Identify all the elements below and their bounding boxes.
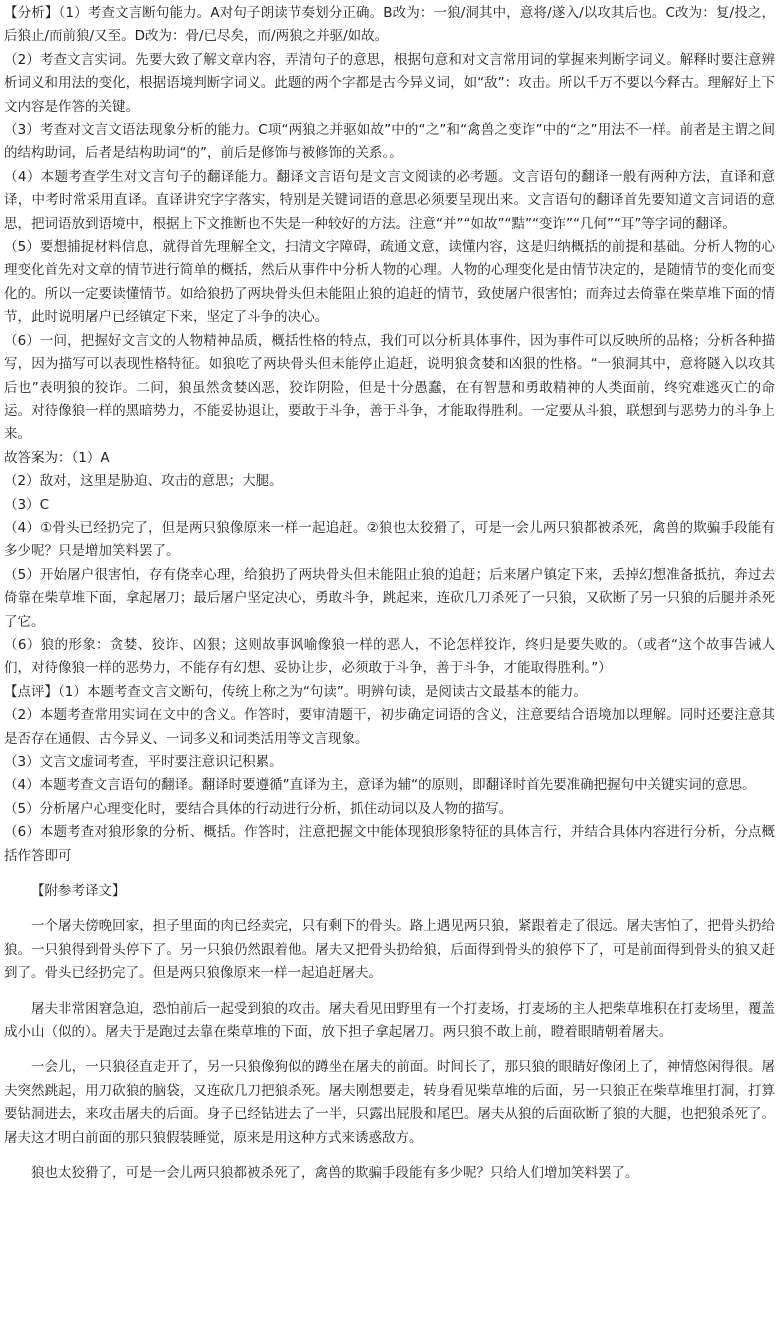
comment-paragraph: （2）本题考查常用实词在文中的含义。作答时，要审清题干，初步确定词语的含义，注意要结合语境加以理解。同时还要注意其是否存在通假、古今异义、一词多义和词类活用等文言现象。	[4, 707, 775, 747]
comment-paragraph: （6）本题考查对狼形象的分析、概括。作答时，注意把握文中能体现狼形象特征的具体言行，并结合具体内容进行分析，分点概括作答即可	[4, 824, 775, 864]
answer-line: （3）C	[4, 496, 50, 513]
analysis-paragraph: （2）考查文言实词。先要大致了解文章内容，弄清句子的意思，根据句意和对文言常用词的掌握来判断字词义。解释时要注意辨析词义和用法的变化，根据语境判断字词义。此题的两个字都是古今异义词，如“敌”：攻击。所以千万不要以今释古。理解好上下文内容是作答的关键。	[4, 51, 775, 115]
translation-paragraph: 屠夫非常困窘急迫，恐怕前后一起受到狼的攻击。屠夫看见田野里有一个打麦场，打麦场的主人把柴草堆积在打麦场里，覆盖成小山（似的）。屠夫于是跑过去靠在柴草堆的下面，放下担子拿起屠刀。两只狼不敢上前，瞪着眼睛朝着屠夫。	[4, 1000, 775, 1041]
answer-line: （6）狼的形象：贪婪、狡诈、凶狠；这则故事讽喻像狼一样的恶人，不论怎样狡诈，终归是要失败的。（或者“这个故事告诫人们，对待像狼一样的恶势力，不能存有幻想、妥协让步，必须敢于斗争，善于斗争，才能取得胜利。”）	[4, 636, 775, 677]
analysis-paragraph: （3）考查对文言文语法现象分析的能力。C项“两狼之并驱如故”中的“之”和“禽兽之变诈”中的“之”用法不一样。前者是主谓之间的结构助词，后者是结构助词“的”，前后是修饰与被修饰的关系。。	[4, 122, 775, 162]
translation-title: 【附参考译文】	[31, 883, 126, 900]
answer-line: （4）①骨头已经扔完了，但是两只狼像原来一样一起追赶。②狼也太狡猾了，可是一会儿两只狼都被杀死，禽兽的欺骗手段能有多少呢？只是增加笑料罢了。	[4, 519, 775, 560]
section-spacer	[4, 868, 775, 880]
analysis-paragraph: （4）本题考查学生对文言句子的翻译能力。翻译文言语句是文言文阅读的必考题。文言语句的翻译一般有两种方法，直译和意译，中考时常采用直译。直译讲究字字落实，特别是关键词语的意思必须要呈现出来。文言语句的翻译首先要知道文言词语的意思，把词语放到语境中，根据上下文推断也不失是一种较好的方法。注意“并”“如故”“黠”“变诈”“几何”“耳”等字词的翻译。	[4, 168, 775, 232]
analysis-paragraph: （5）要想捕捉材料信息，就得首先理解全文，扫清文字障碍，疏通文意，读懂内容，这是归纳概括的前提和基础。分析人物的心理变化首先对文章的情节进行简单的概括，然后从事件中分析人物的心理。人物的心理变化是由情节决定的，是随情节的变化而变化的。所以一定要读懂情节。如给狼扔了两块骨头但未能阻止狼的追赶的情节，致使屠户很害怕；而奔过去倚靠在柴草堆下面的情节，此时说明屠户已经镇定下来，坚定了斗争的决心。	[4, 239, 775, 326]
analysis-header-paragraph: 【分析】（1）考查文言断句能力。A对句子朗读节奏划分正确。B改为：一狼/洞其中，意将/遂入/以攻其后也。C改为：复/投之，后狼止/而前狼/又至。D改为：骨/已尽矣，而/两狼之并驱/如故。	[4, 5, 775, 45]
translation-paragraph: 一个屠夫傍晚回家，担子里面的肉已经卖完，只有剩下的骨头。路上遇见两只狼，紧跟着走了很远。屠夫害怕了，把骨头扔给狼。一只狼得到骨头停下了。另一只狼仍然跟着他。屠夫又把骨头扔给狼，后面得到骨头的狼停下了，可是前面得到骨头的狼又赶到了。骨头已经扔完了。但是两只狼像原来一样一起追赶屠夫。	[4, 918, 775, 982]
answer-line: （5）开始屠户很害怕，存有侥幸心理，给狼扔了两块骨头但未能阻止狼的追赶；后来屠户镇定下来，丢掉幻想准备抵抗，奔过去倚靠在柴草堆下面，拿起屠刀；最后屠户坚定决心，勇敢斗争，跳起来，连砍几刀杀死了一只狼，又砍断了另一只狼的后腿并杀死了它。	[4, 566, 775, 630]
translation-paragraph: 一会儿，一只狼径直走开了，另一只狼像狗似的蹲坐在屠夫的前面。时间长了，那只狼的眼睛好像闭上了，神情悠闲得很。屠夫突然跳起，用刀砍狼的脑袋，又连砍几刀把狼杀死。屠夫刚想要走，转身看见柴草堆的后面，另一只狼正在柴草堆里打洞，打算要钻洞进去，来攻击屠夫的后面。身子已经钻进去了一半，只露出屁股和尾巴。屠夫从狼的后面砍断了狼的大腿，也把狼杀死了。屠夫这才明白前面的那只狼假装睡觉，原来是用这种方式来诱惑敌方。	[4, 1059, 775, 1146]
comment-header-paragraph: 【点评】（1）本题考查文言文断句，传统上称之为“句读”。明辨句读，是阅读古文最基本的能力。	[4, 683, 587, 700]
comment-paragraph: （4）本题考查文言语句的翻译。翻译时要遵循”直译为主，意译为辅“的原则，即翻译时首先要准确把握句中关键实词的意思。	[4, 777, 756, 794]
analysis-section	[4, 2, 775, 868]
analysis-paragraph: （6）一问，把握好文言文的人物精神品质，概括性格的特点，我们可以分析具体事件，因为事件可以反映所的品格；分析各种描写，因为描写可以表现性格特征。如狼吃了两块骨头但未能停止追赶，说明狼贪婪和凶狠的性格。“一狼洞其中，意将隧入以攻其后也”表明狼的狡诈。二问，狼虽然贪婪凶恶，狡诈阴险，但是十分愚蠢，在有智慧和勇敢精神的人类面前，终究难逃灭亡的命运。对待像狼一样的黑暗势力，不能妥协退让，要敢于斗争，善于斗争，才能取得胜利。一定要从斗狼，联想到与恶势力的斗争上来。	[4, 332, 775, 443]
translation-paragraph: 狼也太狡猾了，可是一会儿两只狼都被杀死了，禽兽的欺骗手段能有多少呢？只给人们增加笑料罢了。	[31, 1165, 639, 1182]
translation-section	[4, 880, 775, 1185]
comment-paragraph: （3）文言文虚词考查，平时要注意识记积累。	[4, 754, 283, 770]
answer-line: （2）敌对，这里是胁迫、攻击的意思；大腿。	[4, 473, 283, 490]
comment-paragraph: （5）分析屠户心理变化时，要结合具体的行动进行分析，抓住动词以及人物的描写。	[4, 800, 513, 817]
answer-line: 故答案为：（1）A	[4, 449, 110, 466]
